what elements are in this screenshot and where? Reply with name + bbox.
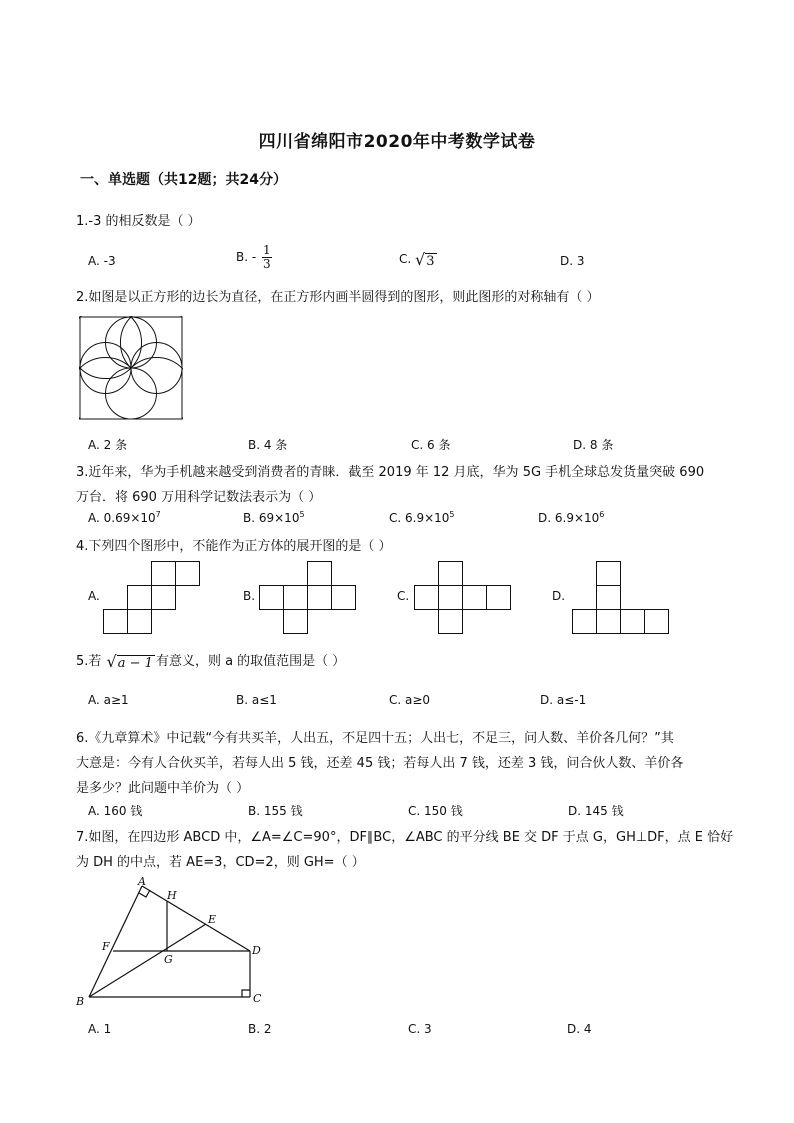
point-label-d: D xyxy=(252,944,261,957)
question-6-line-1: 6.《九章算术》中记载“今有共买羊，人出五，不足四十五；人出七，不足三，问人数、羊价各几何？”其 xyxy=(76,731,674,746)
q6-option-a[interactable]: A. 160 钱 xyxy=(88,804,143,818)
q7-quadrilateral-figure xyxy=(70,875,270,1010)
q4-option-a-label[interactable]: A. xyxy=(88,589,100,603)
q3-option-b-exponent: 5 xyxy=(299,510,305,519)
q6-option-d[interactable]: D. 145 钱 xyxy=(568,804,624,818)
q7-option-c[interactable]: C. 3 xyxy=(408,1022,432,1036)
point-label-f: F xyxy=(102,940,110,953)
q6-option-c[interactable]: C. 150 钱 xyxy=(408,804,463,818)
fraction xyxy=(262,244,272,271)
page-title: 四川省绵阳市2020年中考数学试卷 xyxy=(258,132,536,152)
point-label-a: A xyxy=(138,875,146,888)
section-heading: 一、单选题（共12题；共24分） xyxy=(80,172,287,188)
q2-option-b[interactable]: B. 4 条 xyxy=(248,438,288,452)
fraction-denominator: 3 xyxy=(263,257,271,271)
question-7-line-1: 7.如图，在四边形 ABCD 中，∠A=∠C=90°，DF∥BC，∠ABC 的平分线 BE 交 DF 于点 G，GH⊥DF，点 E 恰好 xyxy=(76,830,734,845)
q1-option-a[interactable]: A. -3 xyxy=(88,254,116,268)
q3-option-b-text: B. 69×10 xyxy=(243,511,300,525)
q4-net-b xyxy=(259,561,357,635)
square-root: √3 xyxy=(415,250,435,269)
q5-option-b[interactable]: B. a≤1 xyxy=(236,693,277,707)
q5-prefix: 5.若 xyxy=(76,654,102,669)
q4-net-d xyxy=(572,561,670,635)
point-label-e: E xyxy=(208,913,217,926)
q3-option-c-text: C. 6.9×10 xyxy=(389,511,450,525)
q5-option-c[interactable]: C. a≥0 xyxy=(389,693,431,707)
question-5-stem xyxy=(76,650,345,671)
radicand: a − 1 xyxy=(117,656,153,671)
q5-option-a[interactable]: A. a≥1 xyxy=(88,693,129,707)
question-1-stem: 1.-3 的相反数是（ ） xyxy=(76,214,201,229)
q4-option-b-label[interactable]: B. xyxy=(243,589,256,603)
point-label-b: B xyxy=(76,995,85,1008)
question-6-line-3: 是多少？此问题中羊价为（ ） xyxy=(76,781,250,796)
q6-option-b[interactable]: B. 155 钱 xyxy=(248,804,303,818)
q2-option-d[interactable]: D. 8 条 xyxy=(573,438,614,452)
q3-option-c-exponent: 5 xyxy=(449,510,455,519)
q3-option-b[interactable] xyxy=(243,511,305,525)
q2-option-c[interactable]: C. 6 条 xyxy=(411,438,451,452)
q3-option-a-text: A. 0.69×10 xyxy=(88,511,156,525)
q7-option-b[interactable]: B. 2 xyxy=(248,1022,272,1036)
q1-option-b-prefix: B. - xyxy=(236,250,257,264)
question-2-stem: 2.如图是以正方形的边长为直径，在正方形内画半圆得到的图形，则此图形的对称轴有（ ） xyxy=(76,290,600,305)
point-label-h: H xyxy=(167,889,177,902)
q2-square-petal-figure xyxy=(79,316,183,420)
q3-option-d[interactable] xyxy=(538,511,604,525)
radicand: 3 xyxy=(426,254,435,269)
point-label-c: C xyxy=(253,992,262,1005)
q3-option-c[interactable] xyxy=(389,511,455,525)
q4-option-d-label[interactable]: D. xyxy=(552,589,566,603)
q4-net-a xyxy=(103,561,201,635)
q7-option-d[interactable]: D. 4 xyxy=(567,1022,592,1036)
q3-option-a[interactable] xyxy=(88,511,161,525)
fraction-numerator: 1 xyxy=(263,243,271,257)
q1-option-c[interactable] xyxy=(399,250,437,269)
q1-option-b[interactable] xyxy=(236,244,272,271)
question-7-line-2: 为 DH 的中点，若 AE=3，CD=2，则 GH=（ ） xyxy=(76,855,365,870)
question-6-line-2: 大意是：今有人合伙买羊，若每人出 5 钱，还差 45 钱；若每人出 7 钱，还差 3 钱，问合伙人数、羊价各 xyxy=(76,756,684,771)
question-3-line-1: 3.近年来，华为手机越来越受到消费者的青睐．截至 2019 年 12 月底，华为 5G 手机全球总发货量突破 690 xyxy=(76,465,705,480)
q1-option-c-prefix: C. xyxy=(399,252,412,266)
q1-option-d[interactable]: D. 3 xyxy=(560,254,585,268)
square-root: √a − 1 xyxy=(106,652,153,671)
question-4-stem: 4.下列四个图形中，不能作为正方体的展开图的是（ ） xyxy=(76,539,392,554)
q2-option-a[interactable]: A. 2 条 xyxy=(88,438,128,452)
q5-suffix: 有意义，则 a 的取值范围是（ ） xyxy=(155,654,346,669)
q3-option-d-exponent: 6 xyxy=(599,510,605,519)
q4-option-c-label[interactable]: C. xyxy=(397,589,410,603)
q4-net-c xyxy=(414,561,512,635)
q3-option-d-text: D. 6.9×10 xyxy=(538,511,600,525)
question-3-line-2: 万台．将 690 万用科学记数法表示为（ ） xyxy=(76,490,322,505)
q5-option-d[interactable]: D. a≤-1 xyxy=(540,693,587,707)
point-label-g: G xyxy=(164,953,173,966)
q7-option-a[interactable]: A. 1 xyxy=(88,1022,112,1036)
q3-option-a-exponent: 7 xyxy=(155,510,161,519)
